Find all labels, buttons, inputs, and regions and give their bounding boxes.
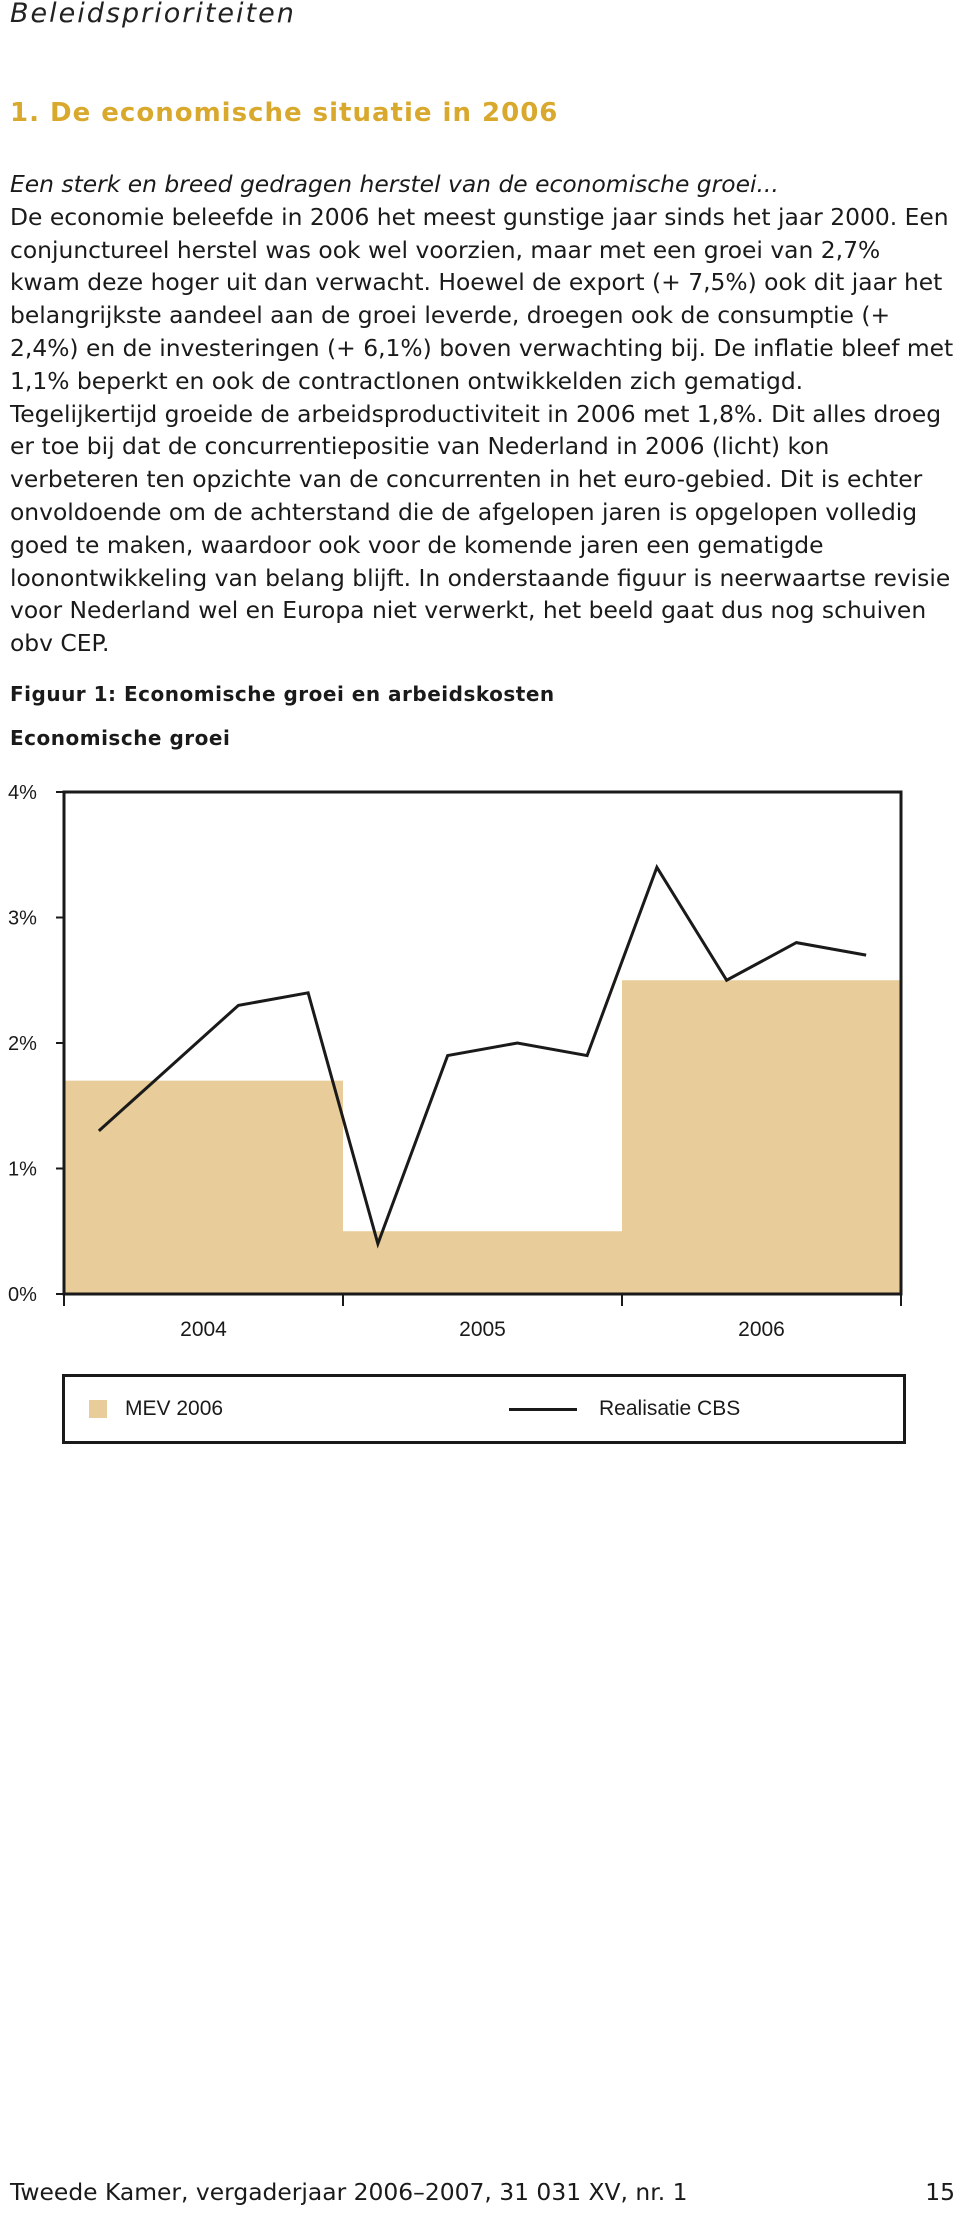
bar-2006 [622, 980, 901, 1294]
y-tick-label: 3% [8, 907, 37, 930]
x-tick-label-2004: 2004 [180, 1318, 227, 1340]
bar-2004 [64, 1081, 343, 1294]
section-title: 1. De economische situatie in 2006 [10, 98, 559, 128]
x-tick-label-2005: 2005 [459, 1318, 506, 1340]
page-footer [10, 2178, 955, 2206]
y-tick-label: 0% [8, 1284, 37, 1306]
legend-swatch-mev [89, 1400, 107, 1418]
footer-text: Tweede Kamer, vergaderjaar 2006–2007, 31 031 XV, nr. 1 [10, 2178, 688, 2206]
legend-line-cbs [509, 1408, 577, 1411]
figure-caption: Figuur 1: Economische groei en arbeidskosten [10, 682, 555, 706]
chart-legend [62, 1374, 906, 1444]
running-header: Beleidsprioriteiten [10, 0, 296, 29]
body-text [10, 168, 955, 660]
x-tick-label-2006: 2006 [738, 1318, 785, 1340]
legend-item-mev [89, 1377, 223, 1441]
economic-growth-chart [0, 770, 960, 1340]
legend-label-cbs: Realisatie CBS [599, 1397, 741, 1420]
chart-title: Economische groei [10, 726, 231, 750]
y-tick-label: 1% [8, 1158, 37, 1181]
legend-item-cbs [509, 1377, 740, 1441]
page-number: 15 [925, 2178, 955, 2206]
y-tick-label: 4% [8, 782, 37, 804]
legend-label-mev: MEV 2006 [125, 1397, 224, 1420]
lead-sentence: Een sterk en breed gedragen herstel van de economische groei... [10, 170, 779, 198]
y-tick-label: 2% [8, 1033, 37, 1055]
bar-2005 [343, 1231, 622, 1294]
body-paragraph: De economie beleefde in 2006 het meest gunstige jaar sinds het jaar 2000. Een conjunctureel herstel was ook wel voorzien, maar met een groei van 2,7% kwam deze hoger uit dan verwacht. Hoewel de export (+ 7,5%) ook dit jaar het belangrijkste aandeel aan de groei leverde, droegen ook de consumptie (+ 2,4%) en de investeringen (+ 6,1%) boven verwachting bij. De inflatie bleef met 1,1% beperkt en ook de contractlonen ontwikkelden zich gematigd. Tegelijkertijd groeide de arbeidsproductiviteit in 2006 met 1,8%. Dit alles droeg er toe bij dat de concurrentiepositie van Nederland in 2006 (licht) kon verbeteren ten opzichte van de concurrenten in het euro-gebied. Dit is echter onvoldoende om de achterstand die de afgelopen jaren is opgelopen volledig goed te maken, waardoor ook voor de komende jaren een gematigde loonontwikkeling van belang blijft. In onderstaande figuur is neerwaartse revisie voor Nederland wel en Europa niet verwerkt, het beeld gaat dus nog schuiven obv CEP. [10, 202, 954, 658]
